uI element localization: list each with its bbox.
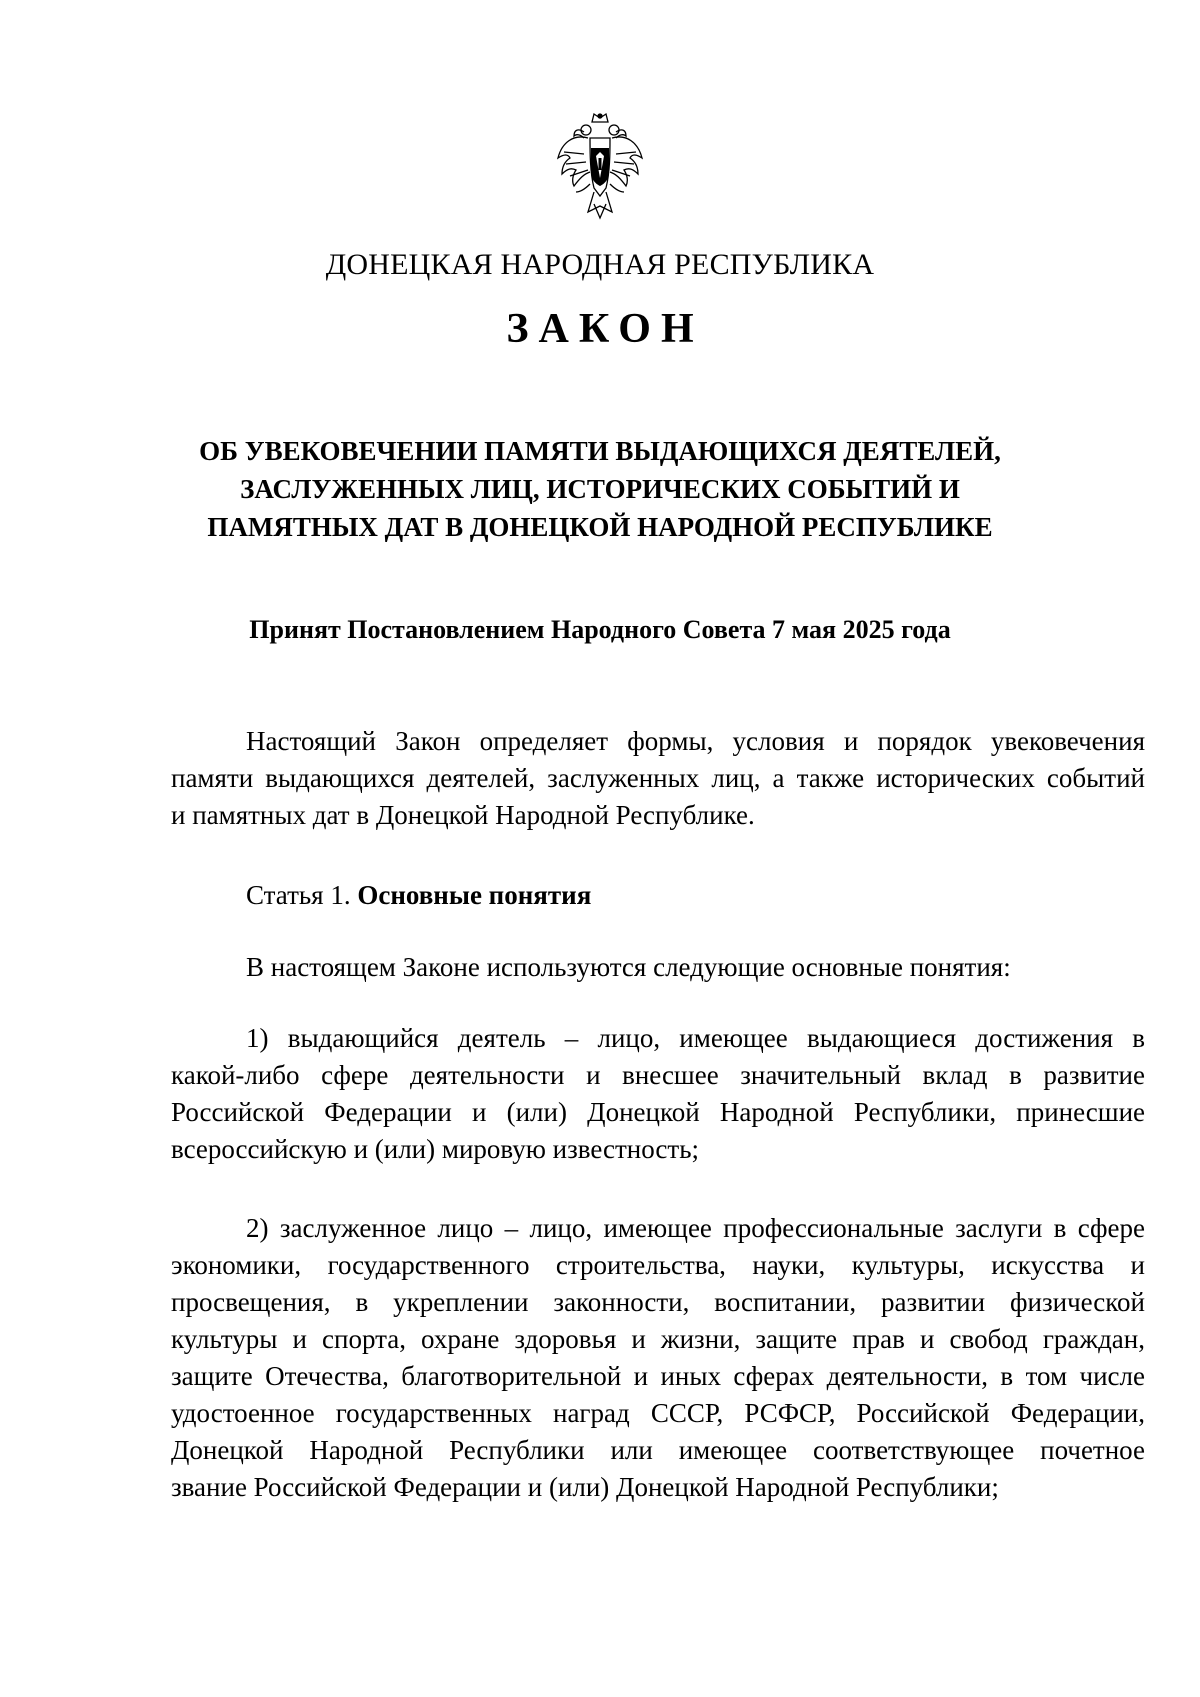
text-line: Донецкой Народной Республики или имеющее соответствующее почетное xyxy=(171,1435,1145,1465)
definition-item xyxy=(171,1210,1145,1506)
text-line: 2) заслуженное лицо – лицо, имеющее профессиональные заслуги в сфере xyxy=(246,1213,1145,1243)
text-line: культуры и спорта, охране здоровья и жизни, защите прав и свобод граждан, xyxy=(171,1324,1145,1354)
text-line: удостоенное государственных наград СССР, РСФСР, Российской Федерации, xyxy=(171,1398,1145,1428)
text-line: звание Российской Федерации и (или) Донецкой Народной Республики; xyxy=(171,1472,999,1502)
text-line: Российской Федерации и (или) Донецкой Народной Республики, принесшие xyxy=(171,1097,1145,1127)
definition-item xyxy=(171,1020,1145,1168)
article-heading xyxy=(171,877,1145,914)
text-line: памяти выдающихся деятелей, заслуженных лиц, а также исторических событий xyxy=(171,763,1145,793)
law-title-line: ОБ УВЕКОВЕЧЕНИИ ПАМЯТИ ВЫДАЮЩИХСЯ ДЕЯТЕЛЕЙ, xyxy=(199,436,1001,466)
law-title xyxy=(172,432,1028,546)
text-line: всероссийскую и (или) мировую известность; xyxy=(171,1134,700,1164)
article-title: Основные понятия xyxy=(357,880,592,910)
text-line: какой-либо сфере деятельности и внесшее значительный вклад в развитие xyxy=(171,1060,1145,1090)
document-type: ЗАКОН xyxy=(506,306,704,352)
text-line: экономики, государственного строительства, науки, культуры, искусства и xyxy=(171,1250,1145,1280)
law-title-line: ПАМЯТНЫХ ДАТ В ДОНЕЦКОЙ НАРОДНОЙ РЕСПУБЛИКЕ xyxy=(207,512,993,542)
republic-name: ДОНЕЦКАЯ НАРОДНАЯ РЕСПУБЛИКА xyxy=(325,248,875,281)
law-title-line: ЗАСЛУЖЕННЫХ ЛИЦ, ИСТОРИЧЕСКИХ СОБЫТИЙ И xyxy=(240,474,960,504)
text-line: защите Отечества, благотворительной и иных сферах деятельности, в том числе xyxy=(171,1361,1145,1391)
text-line: В настоящем Законе используются следующие основные понятия: xyxy=(246,952,1011,982)
text-line: Настоящий Закон определяет формы, условия и порядок увековечения xyxy=(246,726,1145,756)
preamble-paragraph xyxy=(171,723,1145,834)
definitions-intro xyxy=(171,949,1145,986)
text-line: и памятных дат в Донецкой Народной Республике. xyxy=(171,800,755,830)
article-number: Статья 1. xyxy=(246,880,351,910)
text-line: 1) выдающийся деятель – лицо, имеющее выдающиеся достижения в xyxy=(246,1023,1145,1053)
adoption-note: Принят Постановлением Народного Совета 7 мая 2025 года xyxy=(249,615,951,644)
dpr-coat-of-arms-icon xyxy=(554,112,646,222)
text-line: просвещения, в укреплении законности, воспитании, развитии физической xyxy=(171,1287,1145,1317)
text-line xyxy=(171,877,1145,914)
